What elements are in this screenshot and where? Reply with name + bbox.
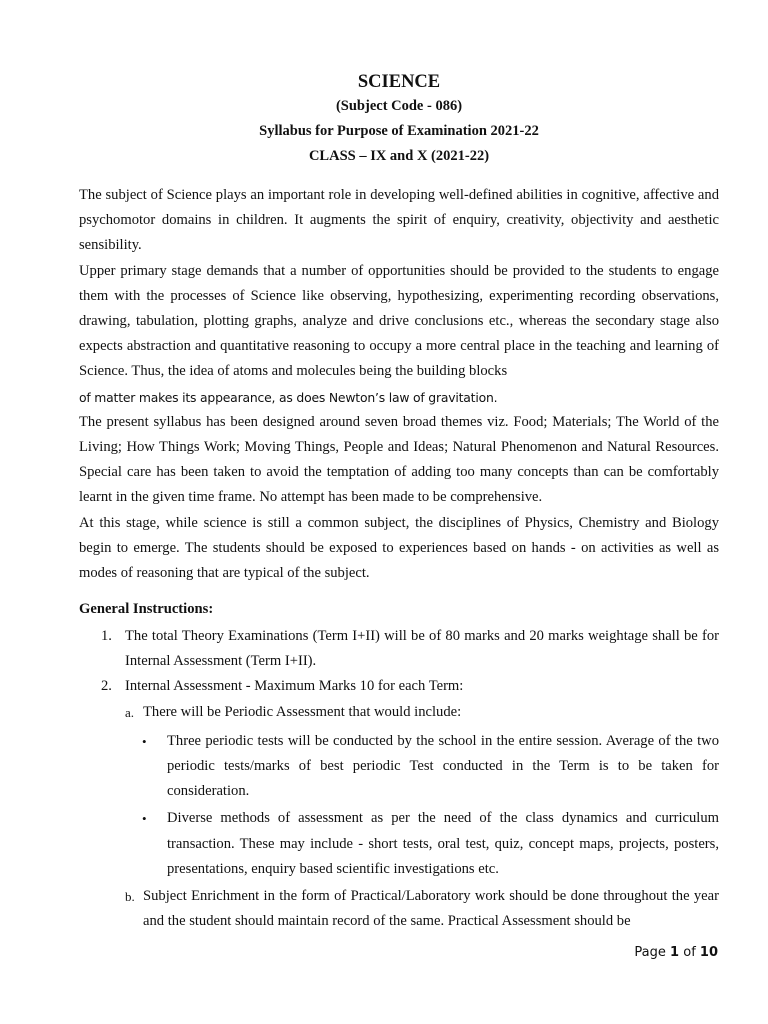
- paragraph-upper-primary: Upper primary stage demands that a number of opportunities should be provided to the students to engage them with the processes of Science like observing, hypothesizing, experimenting recording observations, drawing, tabulation, plotting graphs, analyze and drive conclusions etc., whereas the secondary stage also expects abstraction and quantitative reasoning to occupy a more central place in the teaching and learning of Science. Thus, the idea of atoms and molecules being the building blocks: [79, 262, 719, 380]
- paragraph-disciplines: At this stage, while science is still a common subject, the disciplines of Physics, Chemistry and Biology begin to emerge. The students should be exposed to experiences based on hands - on activities as well as modes of reasoning that are typical of the subject.: [79, 514, 719, 582]
- instructions-list: [79, 624, 719, 934]
- sub-list-item: [79, 700, 719, 725]
- bullet-item: [79, 806, 719, 882]
- of-word: of: [683, 945, 696, 960]
- paragraph-newton-line: of matter makes its appearance, as does Newton’s law of gravitation.: [79, 389, 498, 405]
- introduction-text: [79, 183, 719, 586]
- sub-list-text: Subject Enrichment in the form of Practical/Laboratory work should be done throughout the year and the student should maintain record of the same. Practical Assessment should be: [143, 888, 719, 930]
- page-word: Page: [634, 945, 666, 960]
- list-item-text: Internal Assessment - Maximum Marks 10 for each Term:: [125, 678, 464, 695]
- paragraph-syllabus-themes: The present syllabus has been designed around seven broad themes viz. Food; Materials; The World of the Living; How Things Work; Moving Things, People and Ideas; Natural Phenomenon and Natural Resources. Special care has been taken to avoid the temptation of adding too many concepts than can be comfortably learnt in the given time frame. No attempt has been made to be comprehensive.: [79, 413, 719, 506]
- subject-code: (Subject Code - 086): [335, 98, 463, 114]
- list-item: [79, 624, 719, 674]
- syllabus-heading: Syllabus for Purpose of Examination 2021-22: [259, 123, 539, 139]
- list-item-text: The total Theory Examinations (Term I+II) will be of 80 marks and 20 marks weightage shall be for Internal Assessment (Term I+II).: [125, 628, 719, 670]
- bullet-icon: •: [142, 733, 147, 749]
- page-number: [634, 945, 718, 960]
- document-title: SCIENCE: [357, 72, 441, 92]
- bullet-text: Diverse methods of assessment as per the need of the class dynamics and curriculum transaction. These may include - short tests, oral test, quiz, concept maps, projects, posters, presentations, enquiry based scientific investigations etc.: [167, 810, 719, 877]
- document-page: [79, 0, 719, 1024]
- list-item: [79, 674, 719, 699]
- general-instructions-heading: General Instructions:: [79, 601, 214, 617]
- list-number: 1.: [101, 628, 112, 644]
- sub-list-letter: b.: [125, 889, 135, 905]
- bullet-icon: •: [142, 811, 147, 827]
- sub-list-text: There will be Periodic Assessment that would include:: [143, 703, 462, 720]
- page-current: 1: [670, 945, 680, 960]
- bullet-text: Three periodic tests will be conducted by the school in the entire session. Average of the two periodic tests/marks of best periodic Test conducted in the Term is to be taken for consideration.: [167, 732, 719, 800]
- class-heading: CLASS – IX and X (2021-22): [308, 148, 490, 164]
- bullet-item: [79, 729, 719, 805]
- sub-list-letter: a.: [125, 704, 135, 720]
- list-number: 2.: [101, 678, 112, 695]
- paragraph-intro: The subject of Science plays an important role in developing well-defined abilities in cognitive, affective and psychomotor domains in children. It augments the spirit of enquiry, creativity, objectivity and aesthetic sensibility.: [79, 187, 719, 254]
- sub-list-item: [79, 884, 719, 934]
- page-total: 10: [699, 945, 718, 960]
